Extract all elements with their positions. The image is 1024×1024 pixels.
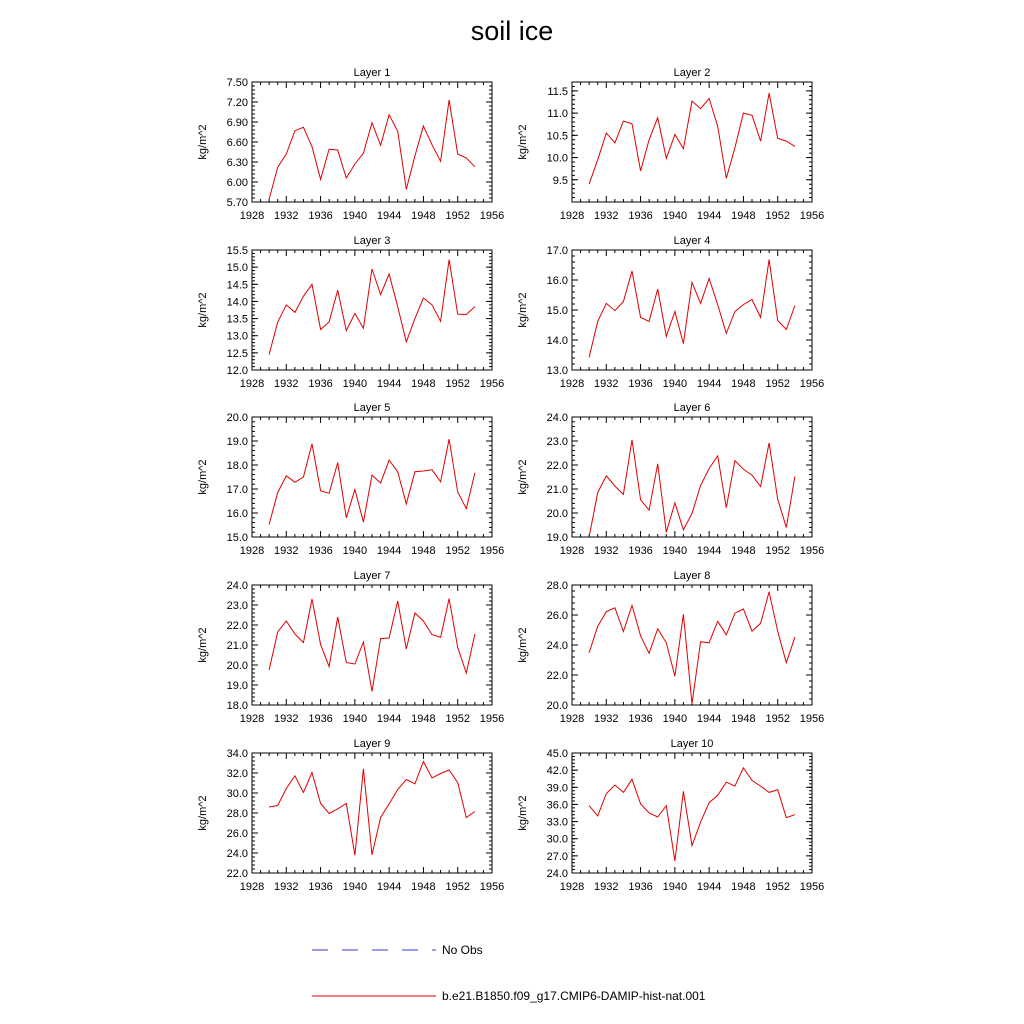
x-tick-label: 1928 xyxy=(239,210,265,222)
y-tick-label: 24.0 xyxy=(546,640,568,652)
y-tick-label: 33.0 xyxy=(546,816,568,829)
y-tick-label: 21.0 xyxy=(546,484,568,496)
x-tick-label: 1940 xyxy=(662,713,688,725)
x-tick-label: 1936 xyxy=(308,210,333,222)
panel-title: Layer 9 xyxy=(353,738,391,750)
panel-frame xyxy=(572,585,812,705)
panel-title: Layer 1 xyxy=(353,67,391,79)
x-tick-label: 1956 xyxy=(479,210,505,222)
y-tick-label: 15.0 xyxy=(226,262,248,275)
series-line xyxy=(589,93,795,184)
y-tick-label: 13.5 xyxy=(226,313,248,326)
x-tick-label: 1952 xyxy=(445,881,470,893)
x-tick-label: 1948 xyxy=(411,881,436,893)
y-tick-label: 26.0 xyxy=(546,610,568,622)
x-tick-label: 1944 xyxy=(376,713,402,725)
x-tick-label: 1936 xyxy=(308,713,333,725)
x-tick-label: 1956 xyxy=(479,378,505,390)
y-tick-label: 14.0 xyxy=(226,296,248,309)
panel-frame xyxy=(252,753,492,873)
x-tick-label: 1944 xyxy=(696,713,722,725)
x-tick-label: 1932 xyxy=(594,378,619,390)
y-tick-label: 24.0 xyxy=(546,412,568,424)
x-tick-label: 1956 xyxy=(479,545,505,557)
x-tick-label: 1928 xyxy=(239,881,265,893)
y-tick-label: 22.0 xyxy=(226,868,248,880)
y-axis-label: kg/m^2 xyxy=(197,124,209,160)
y-tick-label: 22.0 xyxy=(546,460,568,472)
y-tick-label: 7.50 xyxy=(226,77,248,89)
x-tick-label: 1936 xyxy=(628,378,653,390)
x-tick-label: 1932 xyxy=(594,210,619,222)
series-line xyxy=(589,440,795,537)
y-tick-label: 20.0 xyxy=(546,700,568,712)
x-tick-label: 1944 xyxy=(696,881,722,893)
panel-frame xyxy=(572,753,812,873)
panel-title: Layer 6 xyxy=(673,402,711,414)
series-line xyxy=(269,762,475,856)
series-line xyxy=(269,599,475,692)
y-tick-label: 19.0 xyxy=(226,436,248,448)
y-axis-label: kg/m^2 xyxy=(517,627,529,663)
x-tick-label: 1952 xyxy=(765,713,790,725)
y-tick-label: 36.0 xyxy=(546,799,568,812)
panel-title: Layer 3 xyxy=(353,235,391,247)
x-tick-label: 1944 xyxy=(376,545,402,557)
y-tick-label: 5.70 xyxy=(226,197,248,209)
y-tick-label: 34.0 xyxy=(226,748,248,760)
y-tick-label: 23.0 xyxy=(546,436,568,448)
y-tick-label: 13.0 xyxy=(546,365,568,377)
x-tick-label: 1948 xyxy=(411,713,436,725)
y-tick-label: 30.0 xyxy=(226,788,248,800)
x-tick-label: 1956 xyxy=(479,713,505,725)
series-line xyxy=(589,592,795,704)
x-tick-label: 1952 xyxy=(445,378,470,390)
x-tick-label: 1928 xyxy=(239,545,265,557)
x-tick-label: 1948 xyxy=(731,713,756,725)
x-tick-label: 1940 xyxy=(342,210,368,222)
y-tick-label: 27.0 xyxy=(546,850,568,863)
x-tick-label: 1936 xyxy=(628,713,653,725)
y-tick-label: 12.0 xyxy=(226,365,248,377)
y-tick-label: 15.0 xyxy=(546,305,568,317)
x-tick-label: 1928 xyxy=(239,378,265,390)
x-tick-label: 1928 xyxy=(559,881,585,893)
series-line xyxy=(589,768,795,861)
y-tick-label: 14.0 xyxy=(546,335,568,347)
y-tick-label: 20.0 xyxy=(226,660,248,672)
x-tick-label: 1944 xyxy=(696,378,722,390)
panel-title: Layer 8 xyxy=(673,570,711,582)
x-tick-label: 1956 xyxy=(479,881,505,893)
y-tick-label: 6.30 xyxy=(226,157,248,169)
x-tick-label: 1932 xyxy=(594,713,619,725)
y-tick-label: 24.0 xyxy=(226,848,248,860)
x-tick-label: 1932 xyxy=(274,210,299,222)
y-tick-label: 18.0 xyxy=(226,700,248,712)
y-tick-label: 39.0 xyxy=(546,782,568,795)
y-tick-label: 17.0 xyxy=(226,484,248,496)
y-tick-label: 22.0 xyxy=(546,670,568,682)
y-tick-label: 15.0 xyxy=(226,532,248,544)
y-axis-label: kg/m^2 xyxy=(197,627,209,663)
panel-title: Layer 10 xyxy=(670,738,714,750)
x-tick-label: 1944 xyxy=(376,881,402,893)
y-tick-label: 30.0 xyxy=(546,833,568,846)
x-tick-label: 1928 xyxy=(239,713,265,725)
y-tick-label: 16.0 xyxy=(546,275,568,287)
y-tick-label: 11.0 xyxy=(547,108,568,121)
y-axis-label: kg/m^2 xyxy=(517,795,529,831)
series-line xyxy=(269,100,475,199)
legend-swatch-dashed xyxy=(312,945,438,955)
x-tick-label: 1940 xyxy=(342,378,368,390)
y-tick-label: 13.0 xyxy=(226,330,248,343)
x-tick-label: 1940 xyxy=(662,545,688,557)
x-tick-label: 1940 xyxy=(342,881,368,893)
x-tick-label: 1940 xyxy=(662,881,688,893)
x-tick-label: 1928 xyxy=(559,713,585,725)
x-tick-label: 1940 xyxy=(342,713,368,725)
panel-title: Layer 5 xyxy=(353,402,391,414)
x-tick-label: 1936 xyxy=(308,545,333,557)
y-tick-label: 26.0 xyxy=(226,828,248,840)
x-tick-label: 1948 xyxy=(731,881,756,893)
y-tick-label: 10.5 xyxy=(546,130,568,143)
x-tick-label: 1948 xyxy=(411,210,436,222)
y-tick-label: 20.0 xyxy=(546,508,568,520)
y-tick-label: 21.0 xyxy=(226,640,248,652)
panel-frame xyxy=(572,417,812,537)
y-tick-label: 11.5 xyxy=(547,85,568,98)
x-tick-label: 1952 xyxy=(765,881,790,893)
x-tick-label: 1944 xyxy=(696,210,722,222)
x-tick-label: 1932 xyxy=(594,545,619,557)
panel-title: Layer 4 xyxy=(673,235,711,247)
series-line xyxy=(589,260,795,358)
x-tick-label: 1948 xyxy=(731,545,756,557)
y-axis-label: kg/m^2 xyxy=(517,459,529,495)
y-tick-label: 42.0 xyxy=(546,765,568,778)
y-tick-label: 9.5 xyxy=(552,174,568,187)
y-tick-label: 10.0 xyxy=(546,152,568,165)
x-tick-label: 1956 xyxy=(799,545,825,557)
y-tick-label: 24.0 xyxy=(226,580,248,592)
x-tick-label: 1940 xyxy=(662,378,688,390)
y-tick-label: 28.0 xyxy=(226,808,248,820)
legend-item-no-obs xyxy=(312,941,483,959)
x-tick-label: 1932 xyxy=(274,378,299,390)
y-tick-label: 19.0 xyxy=(546,532,568,544)
x-tick-label: 1948 xyxy=(411,545,436,557)
legend-item-model xyxy=(312,987,705,1005)
series-line xyxy=(269,260,475,355)
x-tick-label: 1932 xyxy=(274,545,299,557)
y-tick-label: 45.0 xyxy=(546,748,568,760)
y-tick-label: 6.00 xyxy=(226,177,248,189)
y-tick-label: 19.0 xyxy=(226,680,248,692)
y-tick-label: 23.0 xyxy=(226,600,248,612)
x-tick-label: 1956 xyxy=(799,881,825,893)
x-tick-label: 1932 xyxy=(594,881,619,893)
panel-frame xyxy=(252,250,492,370)
panel-title: Layer 2 xyxy=(673,67,711,79)
y-tick-label: 6.60 xyxy=(226,137,248,149)
y-axis-label: kg/m^2 xyxy=(197,292,209,328)
x-tick-label: 1944 xyxy=(376,378,402,390)
y-tick-label: 28.0 xyxy=(546,580,568,592)
x-tick-label: 1936 xyxy=(308,881,333,893)
y-axis-label: kg/m^2 xyxy=(517,292,529,328)
x-tick-label: 1932 xyxy=(274,713,299,725)
x-tick-label: 1940 xyxy=(342,545,368,557)
x-tick-label: 1952 xyxy=(445,713,470,725)
y-tick-label: 15.5 xyxy=(226,245,248,257)
x-tick-label: 1936 xyxy=(308,378,333,390)
y-axis-label: kg/m^2 xyxy=(517,124,529,160)
x-tick-label: 1944 xyxy=(376,210,402,222)
y-tick-label: 24.0 xyxy=(546,868,568,880)
x-tick-label: 1956 xyxy=(799,210,825,222)
legend-label: No Obs xyxy=(442,943,483,957)
x-tick-label: 1952 xyxy=(765,545,790,557)
x-tick-label: 1936 xyxy=(628,210,653,222)
x-tick-label: 1952 xyxy=(765,210,790,222)
x-tick-label: 1948 xyxy=(411,378,436,390)
panel-frame xyxy=(252,585,492,705)
x-tick-label: 1928 xyxy=(559,378,585,390)
x-tick-label: 1952 xyxy=(445,210,470,222)
y-axis-label: kg/m^2 xyxy=(197,795,209,831)
y-tick-label: 17.0 xyxy=(546,245,568,257)
x-tick-label: 1928 xyxy=(559,210,585,222)
y-tick-label: 20.0 xyxy=(226,412,248,424)
y-axis-label: kg/m^2 xyxy=(197,459,209,495)
series-line xyxy=(269,439,475,524)
x-tick-label: 1956 xyxy=(799,713,825,725)
x-tick-label: 1952 xyxy=(445,545,470,557)
y-tick-label: 22.0 xyxy=(226,620,248,632)
chart-title: soil ice xyxy=(470,16,554,46)
y-tick-label: 18.0 xyxy=(226,460,248,472)
panel-frame xyxy=(572,82,812,202)
y-tick-label: 14.5 xyxy=(226,279,248,292)
y-tick-label: 7.20 xyxy=(226,97,248,109)
x-tick-label: 1928 xyxy=(559,545,585,557)
x-tick-label: 1956 xyxy=(799,378,825,390)
legend-label: b.e21.B1850.f09_g17.CMIP6-DAMIP-hist-nat.001 xyxy=(442,989,706,1003)
y-tick-label: 16.0 xyxy=(226,508,248,520)
x-tick-label: 1932 xyxy=(274,881,299,893)
legend-swatch-solid xyxy=(312,991,438,1001)
x-tick-label: 1948 xyxy=(731,210,756,222)
x-tick-label: 1952 xyxy=(765,378,790,390)
x-tick-label: 1940 xyxy=(662,210,688,222)
x-tick-label: 1936 xyxy=(628,545,653,557)
x-tick-label: 1936 xyxy=(628,881,653,893)
y-tick-label: 32.0 xyxy=(226,768,248,780)
x-tick-label: 1944 xyxy=(696,545,722,557)
x-tick-label: 1948 xyxy=(731,378,756,390)
panel-title: Layer 7 xyxy=(353,570,391,582)
y-tick-label: 6.90 xyxy=(226,117,248,129)
y-tick-label: 12.5 xyxy=(226,347,248,360)
